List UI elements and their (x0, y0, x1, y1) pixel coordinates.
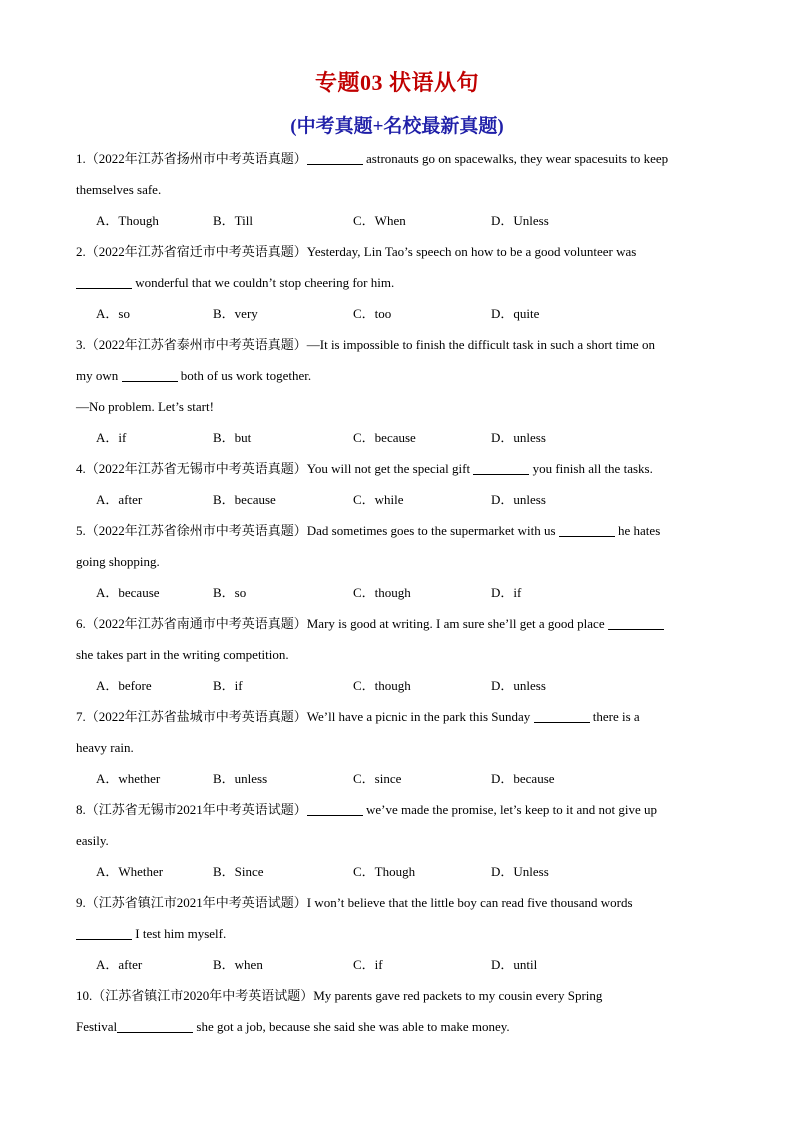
question-text-line (76, 360, 726, 391)
answer-blank (534, 708, 590, 723)
question-text: 5.（2022年江苏省徐州市中考英语真题）Dad sometimes goes to the supermarket with us (76, 523, 559, 538)
answer-option: B．Since (213, 864, 264, 879)
question-text-line (76, 236, 726, 267)
question-text-line (76, 143, 726, 174)
question-text: 1.（2022年江苏省扬州市中考英语真题） (76, 151, 307, 166)
question-item (76, 453, 726, 515)
answer-options (76, 763, 726, 794)
answer-option: D．if (491, 585, 522, 600)
question-text: she got a job, because she said she was able to make money. (193, 1019, 510, 1034)
answer-option: B．because (213, 492, 276, 507)
question-text: she takes part in the writing competition. (76, 647, 289, 662)
question-text: there is a (589, 709, 640, 724)
answer-options (76, 205, 726, 236)
answer-blank (307, 150, 363, 165)
question-text-line (76, 267, 726, 298)
answer-option: D．until (491, 957, 538, 972)
question-text-line (76, 608, 726, 639)
answer-option: A．if (96, 430, 127, 445)
answer-options (76, 949, 726, 980)
question-text: themselves safe. (76, 182, 162, 197)
answer-option: A．because (96, 585, 160, 600)
answer-options (76, 577, 726, 608)
question-text: 9.（江苏省镇江市2021年中考英语试题）I won’t believe that the little boy can read five thousand words (76, 895, 633, 910)
question-text: —No problem. Let’s start! (76, 399, 214, 414)
question-text: my own (76, 368, 122, 383)
question-text-line (76, 701, 726, 732)
question-text-line (76, 918, 726, 949)
answer-blank (122, 367, 178, 382)
question-text: Festival (76, 1019, 118, 1034)
question-text: 7.（2022年江苏省盐城市中考英语真题）We’ll have a picnic in the park this Sunday (76, 709, 534, 724)
question-list (76, 143, 726, 1042)
answer-option: A．so (96, 306, 130, 321)
answer-options (76, 422, 726, 453)
question-text-line (76, 1011, 726, 1042)
answer-blank (76, 274, 132, 289)
answer-blank (307, 801, 363, 816)
answer-blank (76, 925, 132, 940)
question-text: I test him myself. (132, 926, 227, 941)
question-text: both of us work together. (177, 368, 312, 383)
document-title: 专题03 状语从句 (314, 70, 479, 95)
answer-option: B．when (213, 957, 263, 972)
answer-option: B．Till (213, 213, 253, 228)
question-text: astronauts go on spacewalks, they wear spacesuits to keep (362, 151, 669, 166)
question-text: 3.（2022年江苏省泰州市中考英语真题）—It is impossible to finish the difficult task in such a short time on (76, 337, 655, 352)
question-text-line (76, 329, 726, 360)
question-text-line (76, 825, 726, 856)
answer-option: D．because (491, 771, 555, 786)
question-item (76, 701, 726, 794)
answer-option: B．so (213, 585, 247, 600)
question-text: you finish all the tasks. (529, 461, 653, 476)
answer-options (76, 856, 726, 887)
question-text: 10.（江苏省镇江市2020年中考英语试题）My parents gave red packets to my cousin every Spring (76, 988, 603, 1003)
answer-blank (473, 460, 529, 475)
answer-option: D．unless (491, 492, 546, 507)
answer-options (76, 484, 726, 515)
answer-option: C．though (353, 678, 411, 693)
question-text: 6.（2022年江苏省南通市中考英语真题）Mary is good at writing. I am sure she’ll get a good place (76, 616, 608, 631)
question-item (76, 236, 726, 329)
answer-options (76, 670, 726, 701)
answer-option: A．after (96, 492, 143, 507)
question-text-line (76, 546, 726, 577)
answer-option: D．Unless (491, 213, 549, 228)
document-subtitle: (中考真题+名校最新真题) (290, 116, 504, 137)
answer-option: C．When (353, 213, 406, 228)
answer-option: D．unless (491, 678, 546, 693)
question-item (76, 515, 726, 608)
answer-option: C．Though (353, 864, 416, 879)
question-text: easily. (76, 833, 109, 848)
answer-option: A．after (96, 957, 143, 972)
answer-option: C．because (353, 430, 416, 445)
question-text-line (76, 887, 726, 918)
question-text-line (76, 515, 726, 546)
answer-blank (559, 522, 615, 537)
question-text: wonderful that we couldn’t stop cheering for him. (132, 275, 395, 290)
question-text: he hates (614, 523, 661, 538)
question-text-line (76, 391, 726, 422)
question-text: heavy rain. (76, 740, 134, 755)
answer-option: C．though (353, 585, 411, 600)
answer-option: B．but (213, 430, 252, 445)
answer-option: A．Though (96, 213, 159, 228)
question-item (76, 887, 726, 980)
answer-blank (117, 1018, 193, 1033)
answer-option: A．before (96, 678, 152, 693)
question-text-line (76, 174, 726, 205)
question-text: 8.（江苏省无锡市2021年中考英语试题） (76, 802, 307, 817)
answer-option: C．while (353, 492, 404, 507)
answer-options (76, 298, 726, 329)
question-text-line (76, 639, 726, 670)
answer-option: A．Whether (96, 864, 164, 879)
question-text: 4.（2022年江苏省无锡市中考英语真题）You will not get the special gift (76, 461, 474, 476)
answer-option: A．whether (96, 771, 161, 786)
answer-option: D．Unless (491, 864, 549, 879)
answer-option: B．very (213, 306, 258, 321)
question-text: going shopping. (76, 554, 160, 569)
question-item (76, 608, 726, 701)
answer-option: D．quite (491, 306, 540, 321)
question-item (76, 143, 726, 236)
question-text-line (76, 794, 726, 825)
question-text-line (76, 732, 726, 763)
question-item (76, 980, 726, 1042)
answer-option: B．if (213, 678, 243, 693)
question-text-line (76, 980, 726, 1011)
answer-option: C．if (353, 957, 383, 972)
answer-option: D．unless (491, 430, 546, 445)
question-item (76, 329, 726, 453)
answer-option: C．too (353, 306, 392, 321)
question-text: we’ve made the promise, let’s keep to it and not give up (362, 802, 657, 817)
answer-blank (608, 615, 664, 630)
answer-option: C．since (353, 771, 402, 786)
question-item (76, 794, 726, 887)
answer-option: B．unless (213, 771, 268, 786)
question-text: 2.（2022年江苏省宿迁市中考英语真题）Yesterday, Lin Tao’s speech on how to be a good volunteer was (76, 244, 637, 259)
question-text-line (76, 453, 726, 484)
